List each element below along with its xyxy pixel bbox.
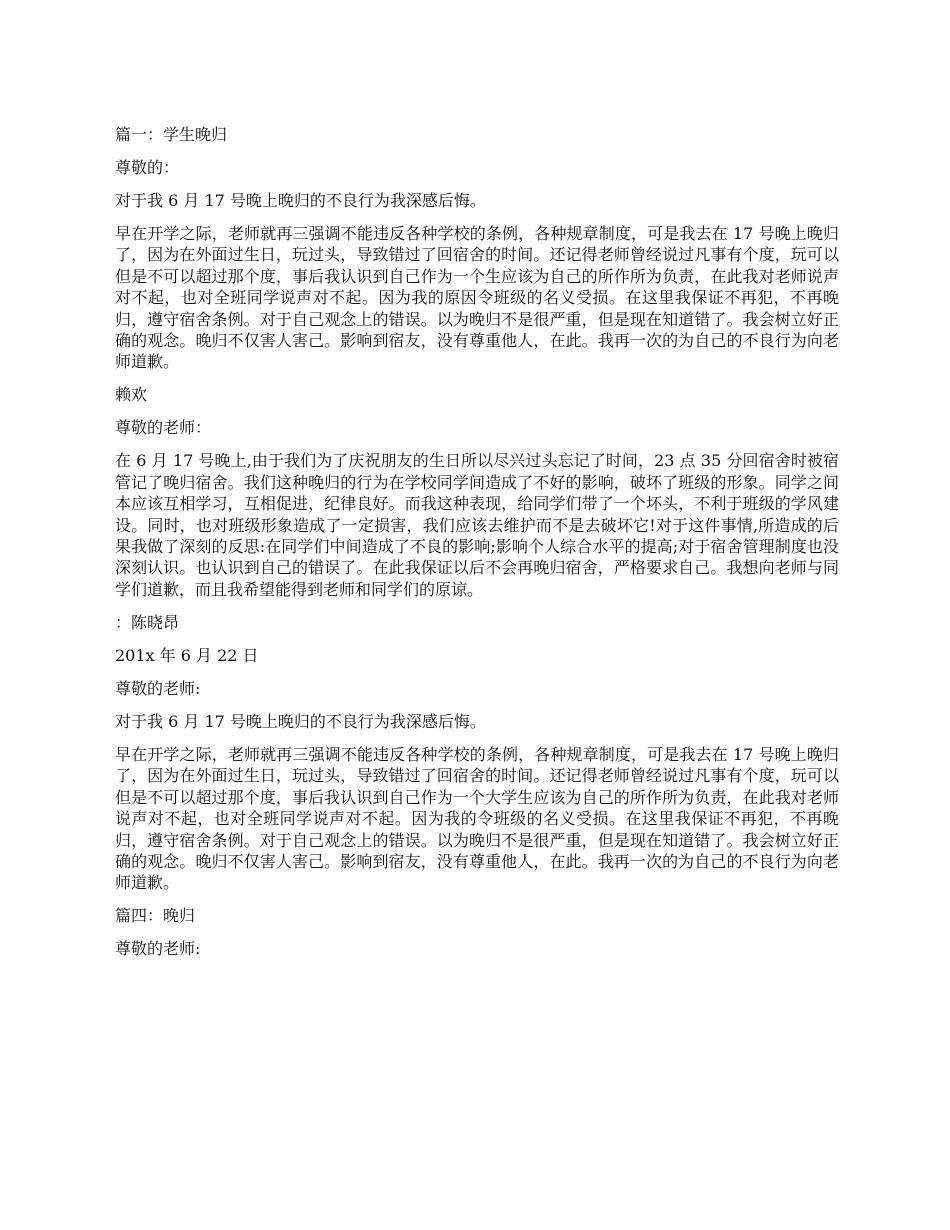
section-title-4: 篇四：晚归 [115, 906, 196, 926]
body-paragraph-2: 在 6 月 17 号晚上,由于我们为了庆祝朋友的生日所以尽兴过头忘记了时间，23 点 35 分回宿舍时被宿管记了晚归宿舍。我们这种晚归的行为在学校同学间造成了不好的影响，破坏了班级的形象。同学之间本应该互相学习，互相促进，纪律良好。而我这种表现，给同学们带了一个坏头，不利于班级的学风建设。同时，也对班级形象造成了一定损害，我们应该去维护而不是去破坏它!对于这件事情,所造成的后果我做了深刻的反思:在同学们中间造成了不良的影响;影响个人综合水平的提高;对于宿舍管理制度也没深刻认识。也认识到自己的错误了。在此我保证以后不会再晚归宿舍，严格要求自己。我想向老师与同学们道歉，而且我希望能得到老师和同学们的原谅。 [115, 451, 839, 599]
salutation-2: 尊敬的老师： [115, 418, 212, 438]
salutation-4: 尊敬的老师: [115, 939, 201, 959]
section-title-1: 篇一：学生晚归 [115, 125, 228, 144]
document-body [115, 124, 839, 971]
salutation-3: 尊敬的老师: [115, 678, 201, 698]
body-paragraph-3: 早在开学之际，老师就再三强调不能违反各种学校的条例，各种规章制度，可是我去在 17 号晚上晚归了，因为在外面过生日，玩过头，导致错过了回宿舍的时间。还记得老师曾经说过凡事有个度，玩可以但是不可以超过那个度，事后我认识到自己作为一个大学生应该为自己的所作所为负责，在此我对老师说声对不起，也对全班同学说声对不起。因为我的令班级的名义受损。在这里我保证不再犯，不再晚归，遵守宿舍条例。对于自己观念上的错误。以为晚归不是很严重，但是现在知道错了。我会树立好正确的观念。晚归不仅害人害己。影响到宿友，没有尊重他人，在此。我再一次的为自己的不良行为向老师道歉。 [115, 744, 839, 893]
opening-line-1: 对于我 6 月 17 号晚上晚归的不良行为我深感后悔。 [115, 191, 486, 210]
date-line: 201x 年 6 月 22 日 [115, 645, 259, 665]
signature-1: 赖欢 [115, 385, 148, 405]
salutation-1: 尊敬的： [115, 158, 180, 177]
signature-2: ：陈晓昂 [115, 612, 180, 632]
body-paragraph-1: 早在开学之际，老师就再三强调不能违反各种学校的条例，各种规章制度，可是我去在 17 号晚上晚归了，因为在外面过生日，玩过头，导致错过了回宿舍的时间。还记得老师曾经说过凡事有个度，玩可以但是不可以超过那个度，事后我认识到自己作为一个生应该为自己的所作所为负责，在此我对老师说声对不起，也对全班同学说声对不起。因为我的原因令班级的名义受损。在这里我保证不再犯，不再晚归，遵守宿舍条例。对于自己观念上的错误。以为晚归不是很严重，但是现在知道错了。我会树立好正确的观念。晚归不仅害人害己。影响到宿友，没有尊重他人，在此。我再一次的为自己的不良行为向老师道歉。 [115, 224, 839, 372]
opening-line-2: 对于我 6 月 17 号晚上晚归的不良行为我深感后悔。 [115, 711, 486, 731]
